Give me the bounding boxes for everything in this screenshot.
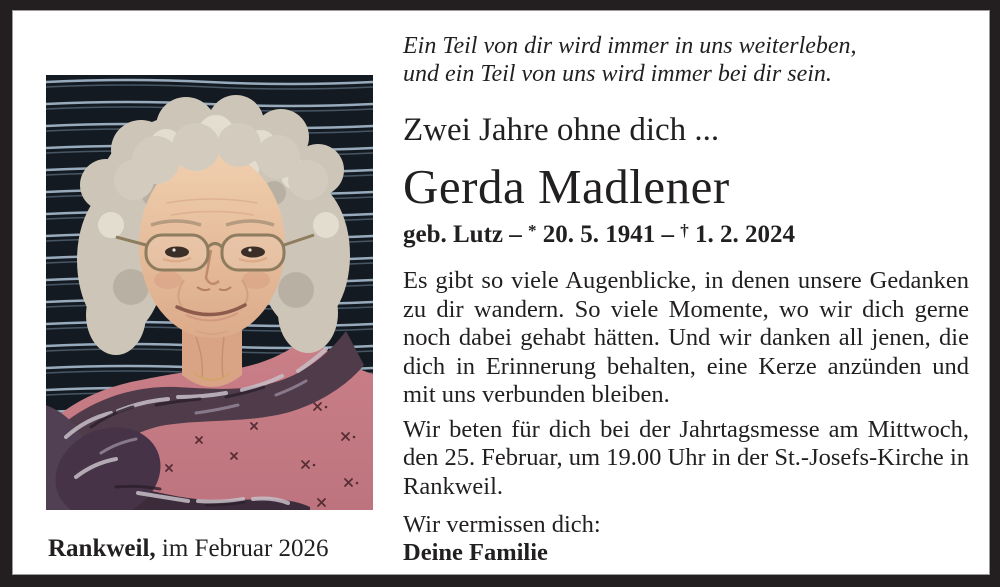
obituary-card (12, 10, 990, 575)
dateline-location: Rankweil, (48, 535, 156, 562)
life-dates: geb. Lutz – * 20. 5. 1941 – † 1. 2. 2024 (403, 221, 795, 248)
birth-symbol: * (528, 221, 537, 240)
signature: Deine Familie (403, 539, 548, 566)
closing-block (403, 511, 969, 567)
deceased-name: Gerda Madlener (403, 159, 730, 214)
text-column (403, 32, 969, 567)
dateline-rest: im Februar 2026 (155, 535, 329, 562)
dateline (48, 534, 329, 564)
death-symbol: † (680, 221, 689, 240)
memorial-text: Es gibt so viele Augenblicke, in denen unsere Gedanken zu dir wandern. So viele Momente, wo wir dich gerne noch dabei gehabt hätten. Und wir danken all jenen, die dich in Erinnerung behalten, eine Kerze anzünden und mit uns verbunden bleiben. (403, 267, 969, 408)
memorial-quote: Ein Teil von dir wird immer in uns weiterleben, und ein Teil von uns wird immer bei dir sein. (403, 33, 857, 87)
portrait-photo (46, 75, 373, 510)
lead-line: Zwei Jahre ohne dich ... (403, 112, 720, 148)
closing-line: Wir vermissen dich: (403, 511, 601, 538)
mass-announcement: Wir beten für dich bei der Jahrtagsmesse am Mittwoch, den 25. Februar, um 19.00 Uhr in der St.-Josefs-Kirche in Rankweil. (403, 415, 969, 500)
